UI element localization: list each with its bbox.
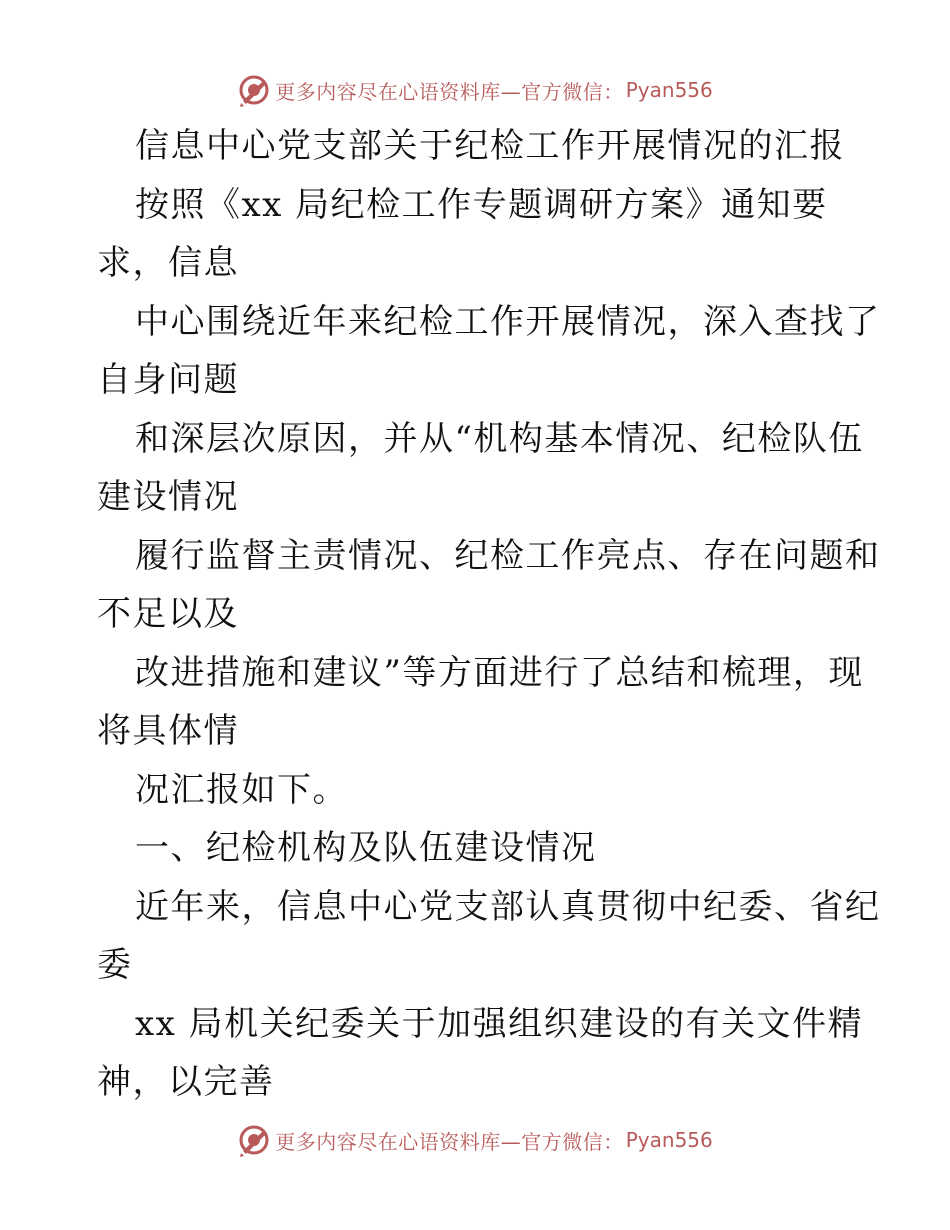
text-line: 建设情况: [97, 477, 239, 517]
text-line: 况汇报如下。: [135, 769, 348, 810]
section-heading: 一、纪检机构及队伍建设情况: [135, 828, 597, 868]
watermark-wechat-id: Pyan556: [625, 1128, 713, 1152]
text-line: xx 局机关纪委关于加强组织建设的有关文件精: [135, 1003, 864, 1044]
text-line: 中心围绕近年来纪检工作开展情况，深入查找了: [135, 301, 881, 342]
text-line: 求，信息: [97, 243, 239, 283]
pen-logo-icon: [237, 1123, 271, 1157]
pen-logo-icon: [237, 73, 271, 107]
watermark-text: 更多内容尽在心语资料库—官方微信：: [275, 1129, 624, 1154]
text-line: 和深层次原因，并从“机构基本情况、纪检队伍: [135, 418, 864, 459]
text-line: 委: [97, 945, 133, 985]
text-line: 近年来，信息中心党支部认真贯彻中纪委、省纪: [135, 886, 881, 927]
text-line: 改进措施和建议”等方面进行了总结和梳理，现: [135, 652, 864, 693]
text-line: 不足以及: [97, 594, 239, 634]
text-line: 神，以完善: [97, 1062, 275, 1102]
text-line: 自身问题: [97, 360, 239, 400]
text-line: 履行监督主责情况、纪检工作亮点、存在问题和: [135, 535, 881, 576]
watermark-footer: [0, 1120, 950, 1160]
watermark-wechat-id: Pyan556: [625, 78, 713, 102]
text-line: 按照《xx 局纪检工作专题调研方案》通知要: [135, 184, 828, 225]
watermark-text: 更多内容尽在心语资料库—官方微信：: [275, 79, 624, 104]
document-title: 信息中心党支部关于纪检工作开展情况的汇报: [135, 126, 845, 166]
watermark-header: [0, 70, 950, 110]
document-body: [97, 117, 881, 1112]
text-line: 将具体情: [97, 711, 239, 751]
